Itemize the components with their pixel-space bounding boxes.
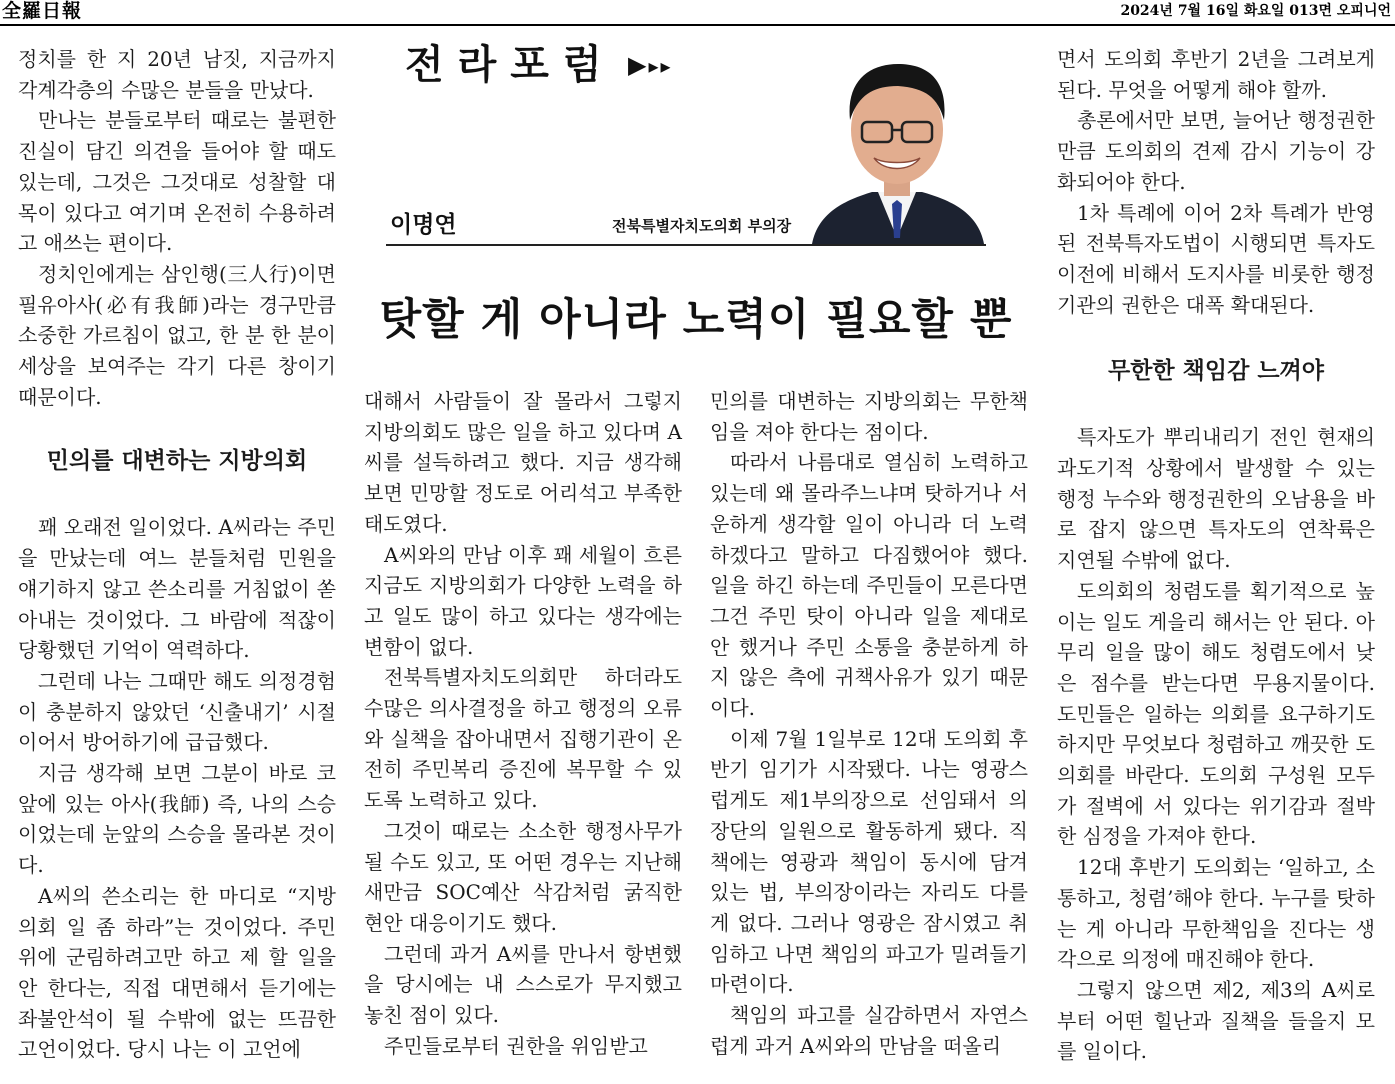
paragraph: 그런데 과거 A씨를 만나서 항변했을 당시에는 내 스스로가 무지했고 놓친 점이 있다. — [364, 941, 682, 1028]
subheading: 무한한 책임감 느껴야 — [1108, 358, 1324, 385]
paragraph: 그런데 나는 그때만 해도 의정경험이 충분하지 않았던 ‘신출내기’ 시절이어서 방어하기에 급급했다. — [18, 668, 336, 755]
paragraph: 대해서 사람들이 잘 몰라서 그렇지 지방의회도 많은 일을 하고 있다며 A씨를 설득하려고 했다. 지금 생각해 보면 민망할 정도로 어리석고 부족한 태도였다. — [364, 389, 682, 536]
paragraph: 그것이 때로는 소소한 행정사무가 될 수도 있고, 또 어떤 경우는 지난해 새만금 SOC예산 삭감처럼 굵직한 현안 대응이기도 했다. — [364, 818, 682, 935]
paragraph: 이제 7월 1일부로 12대 도의회 후반기 임기가 시작됐다. 나는 영광스럽게도 제1부의장으로 선임돼서 의장단의 일원으로 활동하게 됐다. 직책에는 영광과 책임이 동시에 담겨 있는 법, 부의장이라는 자리도 다를게 없다. 그러나 영광은 잠시였고 취임하고 나면 책임의 파고가 밀려들기 마련이다. — [710, 726, 1028, 997]
headline: 탓할 게 아니라 노력이 필요할 뿐 — [379, 295, 1013, 345]
paragraph: 12대 후반기 도의회는 ‘일하고, 소통하고, 청렴’해야 한다. 누구를 탓하는 게 아니라 무한책임을 진다는 생각으로 의정에 매진해야 한다. — [1057, 855, 1375, 972]
paragraph: 지금 생각해 보면 그분이 바로 코앞에 있는 아사(我師) 즉, 나의 스승이었는데 눈앞의 스승을 몰라본 것이다. — [18, 761, 336, 878]
author-name: 이명연 — [390, 212, 457, 238]
triangle-right-icon: ▶▸▸ — [628, 51, 673, 79]
subheading: 민의를 대변하는 지방의회 — [46, 448, 308, 475]
column-a — [18, 44, 336, 1065]
byline-rule — [386, 244, 986, 246]
column-d — [1057, 44, 1375, 1067]
paragraph: 민의를 대변하는 지방의회는 무한책임을 져야 한다는 점이다. — [710, 389, 1028, 444]
series-title: 전라포럼 — [405, 42, 616, 88]
paragraph: 정치를 한 지 20년 남짓, 지금까지 각계각층의 수많은 분들을 만났다. — [18, 47, 336, 102]
paragraph: 따라서 나름대로 열심히 노력하고 있는데 왜 몰라주느냐며 탓하거나 서운하게 생각할 일이 아니라 더 노력하겠다고 말하고 다짐했어야 했다. 일을 하긴 하는데 주민들이 모른다면 그건 주민 탓이 아니라 일을 제대로 안 했거나 주민 소통을 충분하게 하지 않은 측에 귀책사유가 있기 때문이다. — [710, 450, 1028, 721]
paragraph: A씨의 쓴소리는 한 마디로 “지방의회 일 좀 하라”는 것이었다. 주민 위에 군림하려고만 하고 제 할 일을 안 한다는, 직접 대면해서 듣기에는 좌불안석이 될 수밖에 없는 뜨끔한 고언이었다. 당시 나는 이 고언에 — [18, 883, 336, 1062]
author-title: 전북특별자치도의회 부의장 — [612, 217, 792, 235]
paragraph: 그렇지 않으면 제2, 제3의 A씨로부터 어떤 힐난과 질책을 들을지 모를 일이다. — [1057, 977, 1375, 1064]
paragraph: 전북특별자치도의회만 하더라도 수많은 의사결정을 하고 행정의 오류와 실책을 잡아내면서 집행기관이 온전히 주민복리 증진에 복무할 수 있도록 노력하고 있다. — [364, 665, 682, 813]
paragraph: 1차 특례에 이어 2차 특례가 반영된 전북특자도법이 시행되면 특자도 이전에 비해서 도지사를 비롯한 행정기관의 권한은 대폭 확대된다. — [1057, 200, 1375, 317]
paragraph: A씨와의 만남 이후 꽤 세월이 흐른 지금도 지방의회가 다양한 노력을 하고 일도 많이 하고 있다는 생각에는 변함이 없다. — [364, 542, 682, 659]
issue-info: 2024년 7월 16일 화요일 013면 오피니언 — [1120, 3, 1391, 19]
paragraph: 정치인에게는 삼인행(三人行)이면 필유아사(必有我師)라는 경구만큼 소중한 가르침이 없고, 한 분 한 분이 세상을 보여주는 각기 다른 창이기 때문이다. — [18, 261, 336, 409]
paragraph: 책임의 파고를 실감하면서 자연스럽게 과거 A씨와의 만남을 떠올리 — [710, 1003, 1028, 1058]
paragraph: 도의회의 청렴도를 획기적으로 높이는 일도 게을리 해서는 안 된다. 아무리 일을 많이 해도 청렴도에서 낮은 점수를 받는다면 무용지물이다. 도민들은 일하는 의회를 요구하기도 하지만 무엇보다 청렴하고 깨끗한 도의회를 바란다. 도의회 구성원 모두가 절벽에 서 있다는 위기감과 절박한 심정을 가져야 한다. — [1057, 578, 1375, 849]
masthead — [0, 0, 1395, 26]
column-b — [364, 386, 682, 1061]
paragraph: 주민들로부터 권한을 위임받고 — [384, 1033, 648, 1058]
paragraph: 특자도가 뿌리내리기 전인 현재의 과도기적 상황에서 발생할 수 있는 행정 누수와 행정권한의 오남용을 바로 잡지 않으면 특자도의 연착륙은 지연될 수밖에 없다. — [1057, 425, 1375, 573]
paragraph: 총론에서만 보면, 늘어난 행정권한만큼 도의회의 견제 감시 기능이 강화되어야 한다. — [1057, 108, 1375, 194]
author-portrait — [806, 42, 988, 244]
column-c — [710, 386, 1028, 1061]
paragraph: 만나는 분들로부터 때로는 불편한 진실이 담긴 의견을 들어야 할 때도 있는데, 그것은 그것대로 성찰할 대목이 있다고 여기며 온전히 수용하려고 애쓰는 편이다. — [18, 108, 336, 256]
paragraph: 면서 도의회 후반기 2년을 그려보게 된다. 무엇을 어떻게 해야 할까. — [1057, 47, 1375, 102]
paper-name: 全羅日報 — [2, 0, 83, 22]
paragraph: 꽤 오래전 일이었다. A씨라는 주민을 만났는데 여느 분들처럼 민원을 얘기하지 않고 쓴소리를 거침없이 쏟아내는 것이었다. 그 바람에 적잖이 당황했던 기억이 역력하다. — [18, 515, 336, 663]
